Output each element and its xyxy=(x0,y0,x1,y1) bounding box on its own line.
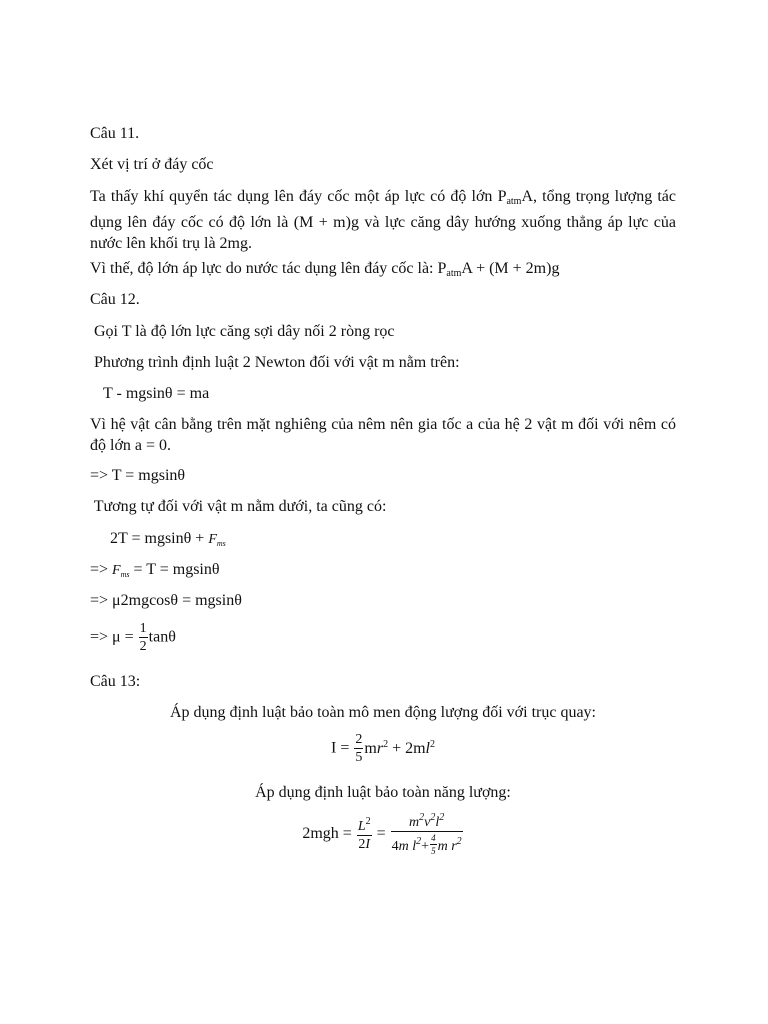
q12-equation-1: T - mgsinθ = ma xyxy=(103,385,210,402)
friction-force-symbol: $F_{ms}$ xyxy=(112,563,130,579)
question-11-title: Câu 11. xyxy=(90,125,140,142)
q12-line-2: Phương trình định luật 2 Newton đối với vật m nằm trên: xyxy=(90,354,460,371)
q13-moment-of-inertia-equation: I = $\frac{2}{5}$ $mr^2 + 2ml^2$ xyxy=(331,732,435,765)
fraction-energy-rhs: $m^2v^2l^2$ 4m $l^2+$ $\frac{4}{5}$ m $r^2$ xyxy=(391,812,462,856)
q12-equation-6: => μ = $\frac{1}{2}$ tanθ xyxy=(90,621,176,654)
q11-line-1: Xét vị trí ở đáy cốc xyxy=(90,156,214,173)
q12-paragraph: Vì hệ vật cân bằng trên mặt nghiêng của nêm nên gia tốc a của hệ 2 vật m đối với nêm có độ lớn a = 0. xyxy=(90,416,676,454)
question-12-title: Câu 12. xyxy=(90,291,140,308)
q11-line-3: Vì thế, độ lớn áp lực do nước tác dụng lên đáy cốc là: $P_{atm}A + (M + 2m)g$ xyxy=(90,260,560,279)
fraction-two-fifths: $\frac{2}{5}$ xyxy=(355,732,363,765)
fraction-one-half: $\frac{1}{2}$ xyxy=(139,621,147,654)
fraction-L2-over-2I: $\frac{L^2}{2I}$ xyxy=(357,816,371,852)
q12-line-1: Gọi T là độ lớn lực căng sợi dây nối 2 ròng rọc xyxy=(90,323,395,340)
friction-force-symbol: $F_{ms}$ xyxy=(208,532,226,548)
q12-line-3: Tương tự đối với vật m nằm dưới, ta cũng có: xyxy=(90,498,387,515)
fraction-four-fifths: $\frac{4}{5}$ xyxy=(431,833,436,856)
q11-paragraph: Ta thấy khí quyển tác dụng lên đáy cốc một áp lực có độ lớn $P_{atm}A$, tổng trọng lượng tác dụng lên đáy cốc có độ lớn là (M + m)g và lực căng dây hướng xuống thẳng áp lực của nước lên khối trụ là 2mg. xyxy=(90,188,677,252)
q12-equation-2: => T = mgsinθ xyxy=(90,467,186,484)
q12-equation-3: $2T = mgsin\theta + F_{ms}$ xyxy=(110,530,226,548)
question-13-title: Câu 13: xyxy=(90,673,141,690)
q13-line-2: Áp dụng định luật bảo toàn năng lượng: xyxy=(255,784,511,801)
q13-line-1: Áp dụng định luật bảo toàn mô men động lượng đối với trục quay: xyxy=(170,704,596,721)
q12-equation-5: => μ2mgcosθ = mgsinθ xyxy=(90,592,242,609)
q12-equation-4: => $F_{ms} = T = mgsin\theta$ xyxy=(90,561,220,579)
q13-energy-equation: 2mgh = $\frac{L^2}{2I}$ = $m^2v^2l^2$ 4m $l^2+$ $\frac{4}{5}$ m $r^2$ xyxy=(302,812,462,856)
